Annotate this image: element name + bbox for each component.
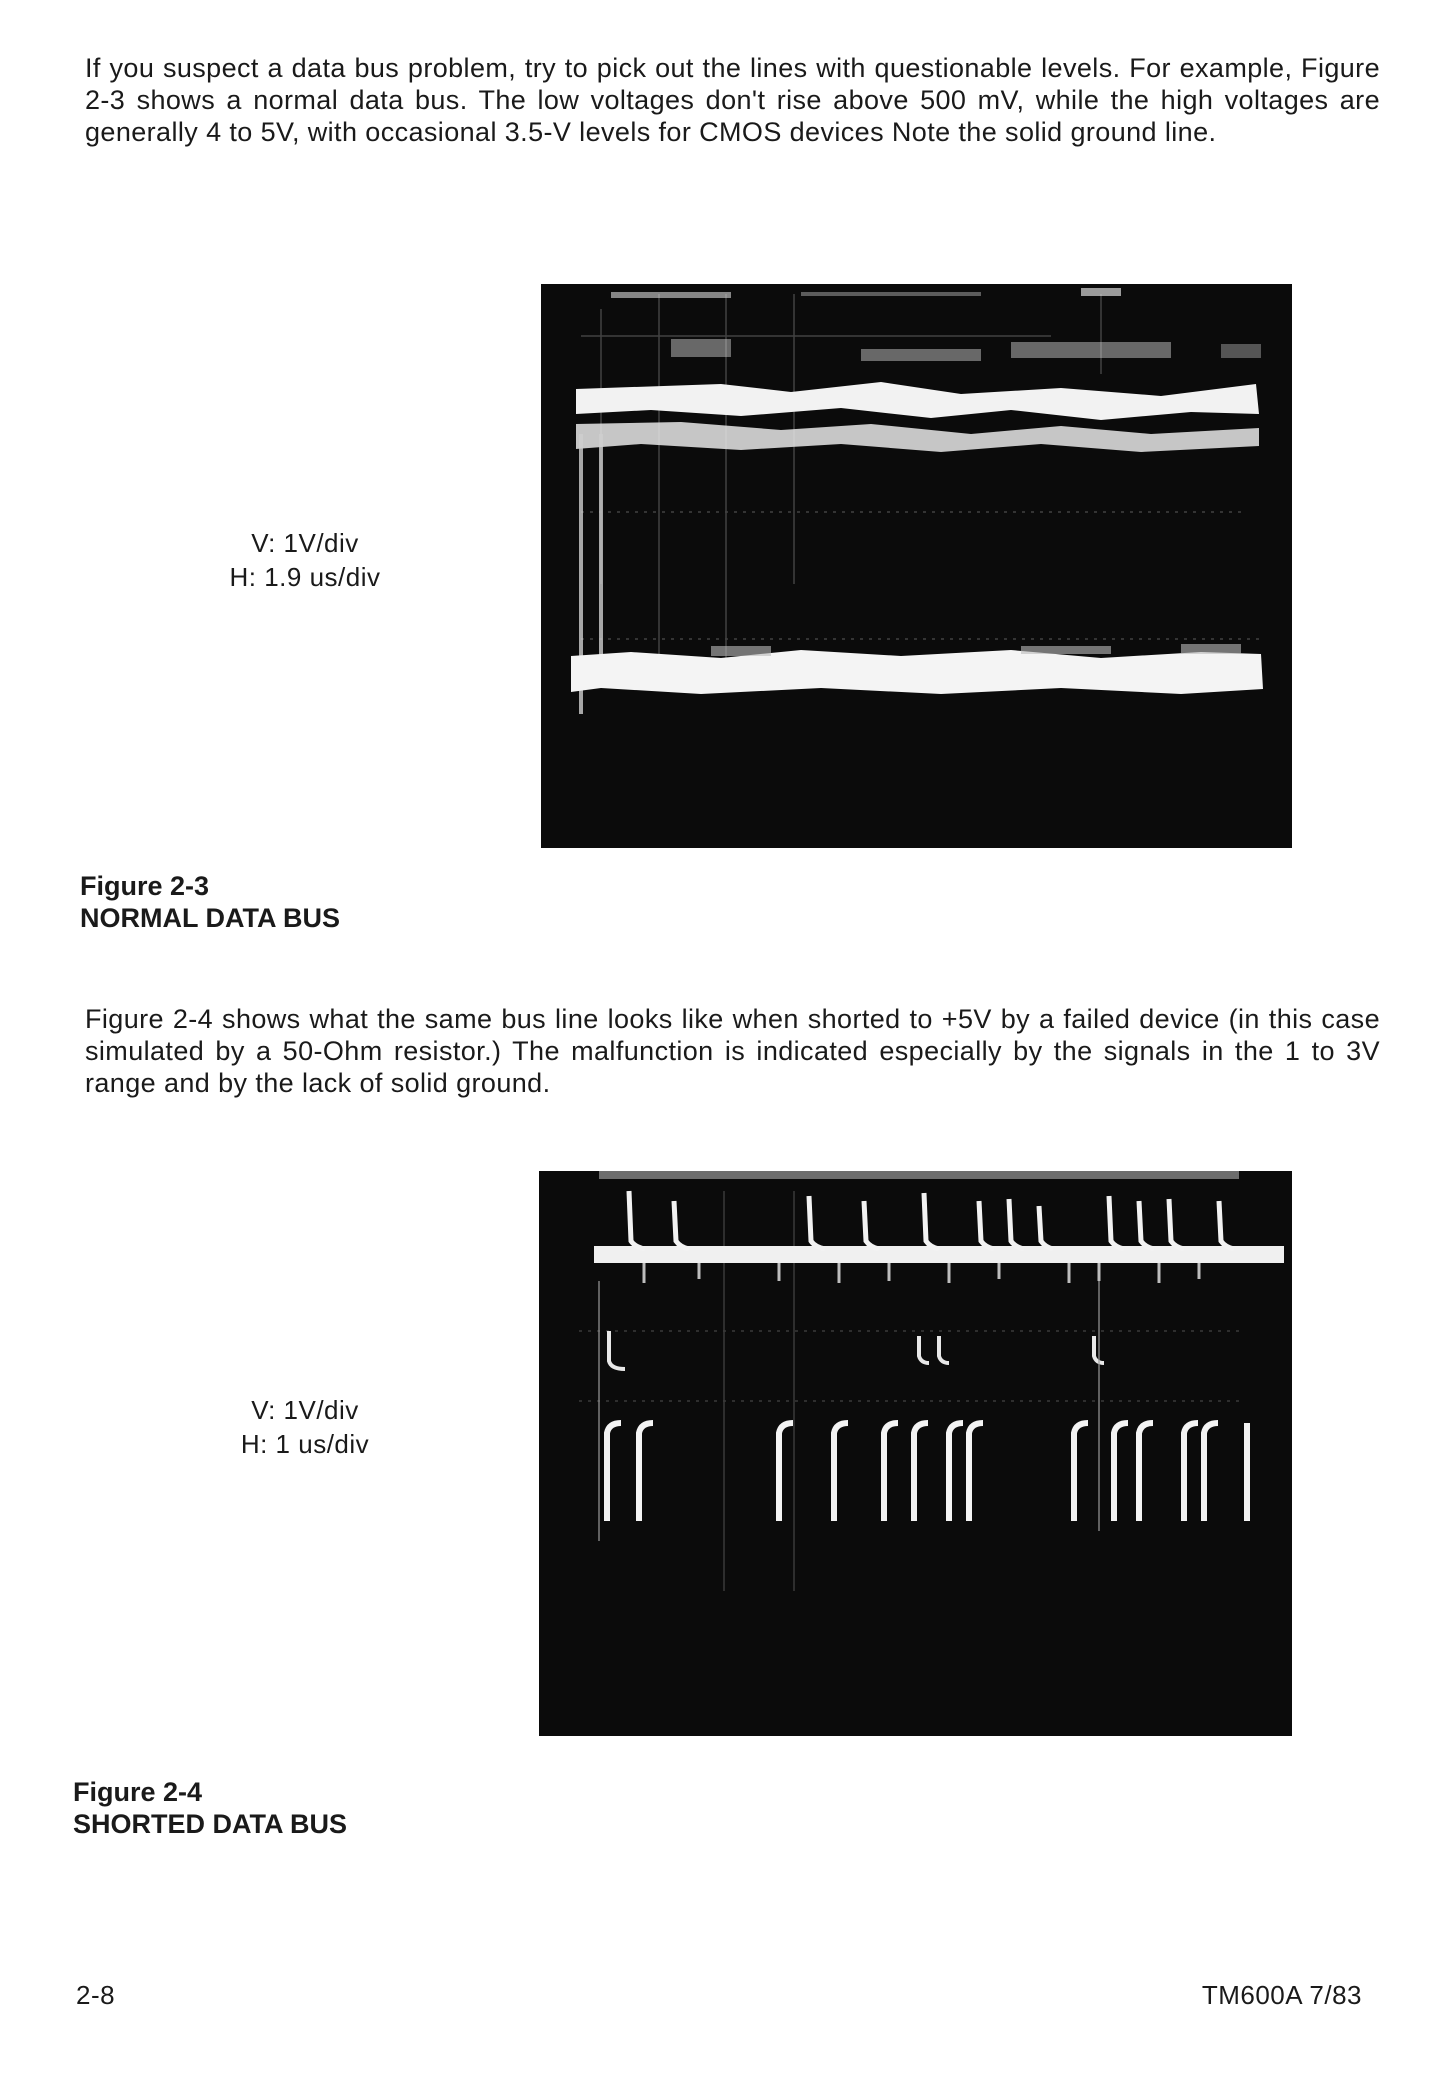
vertical-scale: V: 1V/div <box>251 1395 359 1425</box>
scope-settings-fig-2-3 <box>190 526 420 594</box>
document-reference: TM600A 7/83 <box>1201 1980 1362 2010</box>
vertical-scale: V: 1V/div <box>251 528 359 558</box>
oscilloscope-photo-shorted <box>539 1171 1292 1736</box>
shorted-bus-paragraph: Figure 2-4 shows what the same bus line looks like when shorted to +5V by a failed device (in this case simulated by a 50-Ohm resistor.) The malfunction is indicated especially by the signals in the 1 to 3V range and by the lack of solid ground. <box>85 1004 1380 1098</box>
figure-number: Figure 2-4 <box>73 1777 203 1807</box>
figure-number: Figure 2-3 <box>80 871 210 901</box>
figure-title: SHORTED DATA BUS <box>73 1809 347 1839</box>
intro-paragraph: If you suspect a data bus problem, try to pick out the lines with questionable levels. For example, Figure 2-3 shows a normal data bus. The low voltages don't rise above 500 mV, while the high voltages are generally 4 to 5V, with occasional 3.5-V levels for CMOS devices Note the solid ground line. <box>85 53 1380 147</box>
oscilloscope-photo-normal <box>541 284 1292 848</box>
normal-bus-trace-image <box>541 284 1292 848</box>
page-number: 2-8 <box>76 1980 116 2010</box>
figure-2-4-caption <box>73 1776 347 1840</box>
scope-settings-fig-2-4 <box>190 1393 420 1461</box>
shorted-bus-trace-image <box>539 1171 1292 1736</box>
figure-title: NORMAL DATA BUS <box>80 903 340 933</box>
horizontal-scale: H: 1 us/div <box>240 1429 370 1459</box>
horizontal-scale: H: 1.9 us/div <box>229 562 381 592</box>
figure-2-3-caption <box>80 870 340 934</box>
